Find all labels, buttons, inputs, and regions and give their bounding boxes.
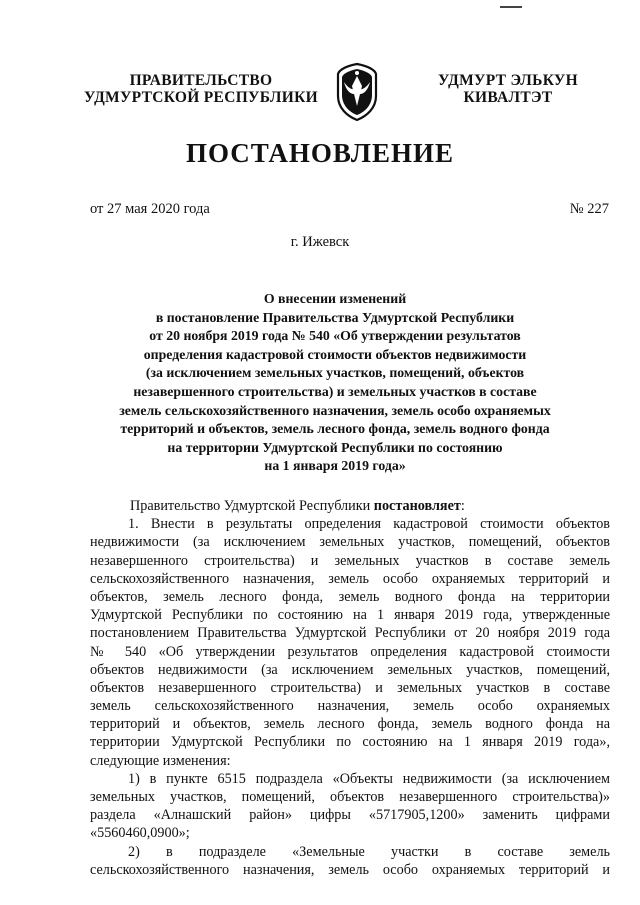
document-type: ПОСТАНОВЛЕНИЕ — [185, 138, 455, 168]
intro-text: Правительство Удмуртской Республики — [130, 498, 374, 514]
coat-of-arms-icon — [334, 62, 380, 122]
body-line: территорий и объектов, земель лесного фонда, земель водного фонда на — [90, 716, 610, 733]
document-date: от 27 мая 2020 года — [90, 201, 210, 217]
intro-colon: : — [460, 498, 465, 514]
right-org-line-1: УДМУРТ ЭЛЬКУН — [438, 72, 578, 89]
title-line: О внесении изменений — [263, 291, 407, 306]
body-line: сельскохозяйственного назначения, земель особо охраняемых территорий и — [90, 570, 610, 587]
document-body — [90, 497, 610, 879]
body-line: раздела «Алнашский район» цифры «5717905,1200» заменить цифрами — [90, 807, 610, 824]
title-line: на 1 января 2019 года» — [264, 458, 406, 474]
title-line: земель сельскохозяйственного назначения, земель особо охраняемых — [119, 402, 551, 418]
document-city: г. Ижевск — [290, 234, 350, 250]
body-line: объектов незавершенного строительства) и земельных участков в составе — [90, 679, 610, 696]
intro-paragraph — [90, 497, 610, 515]
body-line: незавершенного строительства) и земельных участков в составе земель — [90, 552, 610, 569]
body-line: следующие изменения: — [90, 752, 231, 769]
title-line: от 20 ноября 2019 года № 540 «Об утверждении результатов — [149, 328, 521, 344]
body-line: земель сельскохозяйственного назначения, земель особо охраняемых — [90, 698, 610, 715]
body-line: «5560460,0900»; — [90, 825, 190, 842]
intro-verb: постановляет — [373, 498, 461, 514]
title-line: незавершенного строительства) и земельных участков в составе — [133, 383, 537, 399]
body-line: сельскохозяйственного назначения, земель особо охраняемых территорий и — [90, 861, 610, 878]
left-org-line-1: ПРАВИТЕЛЬСТВО — [129, 72, 273, 89]
left-organization-name — [76, 72, 326, 106]
body-line: объектов недвижимости (за исключением земельных участков, помещений, — [90, 661, 610, 678]
body-line: земельных участков, помещений, объектов незавершенного строительства)» — [90, 789, 610, 805]
right-org-line-2: КИВАЛТЭТ — [463, 89, 553, 106]
body-line: постановлением Правительства Удмуртской Республики от 20 ноября 2019 года — [90, 625, 610, 642]
right-organization-name — [418, 72, 598, 106]
body-line: территории Удмуртской Республики по состоянию на 1 января 2019 года», — [90, 734, 610, 751]
document-number: № 227 — [569, 201, 609, 217]
body-line: № 540 «Об утверждении результатов определения кадастровой стоимости — [90, 643, 610, 660]
document-header — [0, 62, 640, 132]
left-org-line-2: УДМУРТСКОЙ РЕСПУБЛИКИ — [83, 89, 318, 106]
body-line: 2) в подразделе «Земельные участки в составе земель — [128, 843, 610, 860]
body-line: недвижимости (за исключением земельных участков, помещений, объектов — [90, 534, 610, 551]
title-line: (за исключением земельных участков, помещений, объектов — [145, 365, 525, 381]
body-line: 1. Внести в результаты определения кадастровой стоимости объектов — [128, 516, 610, 533]
body-line: 1) в пункте 6515 подраздела «Объекты недвижимости (за исключением — [128, 770, 610, 787]
body-line: объектов, земель лесного фонда, земель водного фонда на территории — [90, 588, 610, 605]
title-line: территорий и объектов, земель лесного фонда, земель водного фонда — [120, 421, 550, 437]
body-line: Удмуртской Республики по состоянию на 1 января 2019 года, утвержденные — [90, 607, 610, 624]
title-line: определения кадастровой стоимости объектов недвижимости — [143, 346, 527, 362]
document-title — [100, 290, 570, 476]
title-line: в постановление Правительства Удмуртской Республики — [155, 309, 515, 325]
title-line: на территории Удмуртской Республики по состоянию — [167, 439, 503, 455]
scan-mark — [500, 6, 522, 11]
